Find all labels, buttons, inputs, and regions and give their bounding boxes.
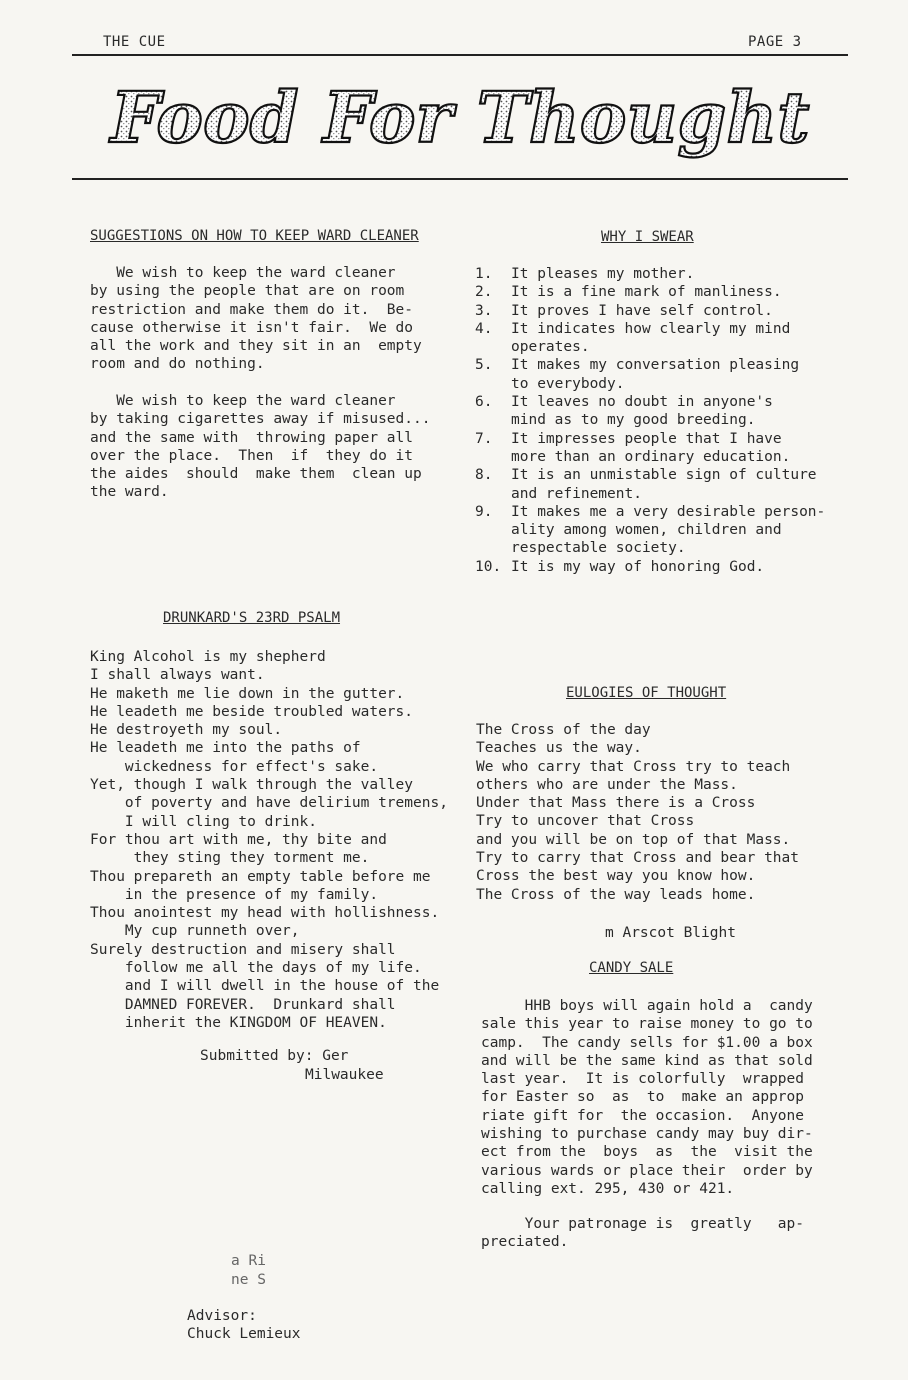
candy-sale-para-1: HHB boys will again hold a candy sale this year to raise money to go to camp. The candy sells for $1.00 a box and will be the same kind as that sold last year. It is colorfully wrapped for Easter so as to make an approp riate gift for the occasion. Anyone wishing to purchase candy may buy dir- ect from the boys as the visit the various wards or place their order by calling ext. 295, 430 or 421.	[481, 998, 813, 1197]
suggestions-para-2: We wish to keep the ward cleaner by taking cigarettes away if misused... and the same with throwing paper all over the place. Then if they do it the aides should make them clean up the ward.	[90, 393, 431, 501]
candy-sale-heading: CANDY SALE	[589, 960, 674, 976]
eulogies-text: The Cross of the day Teaches us the way. We who carry that Cross try to teach others who are under the Mass. Under that Mass there is a Cross Try to uncover that Cross and you will be on top of that Mass. Try to carry that Cross and bear that Cross the best way you know how. The Cross of the way leads home.	[476, 722, 800, 903]
advisor-label: Advisor:	[187, 1308, 257, 1324]
publication-name: THE CUE	[103, 34, 166, 50]
advisor-name: Chuck Lemieux	[187, 1326, 301, 1342]
candy-sale-para-2: Your patronage is greatly ap- preciated.	[481, 1216, 805, 1251]
page-number: PAGE 3	[748, 34, 802, 50]
list-item: 8. It is an unmistable sign of culture and refinement.	[475, 467, 817, 502]
list-item: 4. It indicates how clearly my mind operates.	[475, 320, 791, 356]
list-item: 1. It pleases my mother.	[475, 266, 695, 282]
suggestions-para-1: We wish to keep the ward cleaner by using the people that are on room restriction and make them do it. Be- cause otherwise it isn't fair. We do all the work and they sit in an empty room and do nothing.	[90, 265, 422, 373]
psalm-credit-city: Milwaukee	[305, 1067, 384, 1083]
list-item: 2. It is a fine mark of manliness.	[475, 284, 782, 301]
suggestions-heading: SUGGESTIONS ON HOW TO KEEP WARD CLEANER	[90, 228, 419, 244]
staff-fragment: a Ri	[231, 1253, 266, 1269]
list-item: 9. It makes me a very desirable person- ality among women, children and respectable society.	[475, 503, 826, 557]
psalm-heading: DRUNKARD'S 23RD PSALM	[163, 610, 341, 626]
list-item: 6. It leaves no doubt in anyone's mind as to my good breeding.	[475, 394, 773, 429]
eulogies-heading: EULOGIES OF THOUGHT	[566, 685, 727, 701]
staff-fragment: ne S	[231, 1272, 266, 1288]
why-i-swear-heading: WHY I SWEAR	[601, 229, 694, 245]
list-item: 3. It proves I have self control.	[475, 302, 773, 319]
banner-title	[110, 70, 810, 175]
list-item: 7. It impresses people that I have more than an ordinary education.	[475, 430, 791, 465]
why-i-swear-list	[475, 265, 825, 576]
list-item: 10. It is my way of honoring God.	[475, 558, 765, 575]
header-rule	[72, 54, 848, 56]
banner-rule	[72, 178, 848, 180]
eulogies-author: m Arscot Blight	[605, 925, 736, 941]
svg-text:Food For Thought: Food For Thought	[110, 76, 810, 159]
psalm-credit: Submitted by: Ger	[200, 1048, 349, 1064]
psalm-text: King Alcohol is my shepherd I shall always want. He maketh me lie down in the gutter. He leadeth me beside troubled waters. He destroyeth my soul. He leadeth me into the paths of wickedness for effect's sake. Yet, though I walk through the valley of poverty and have delirium tremens, I will cling to drink. For thou art with me, thy bite and they sting they torment me. Thou prepareth an empty table before me in the presence of my family. Thou anointest my head with hollishness. My cup runneth over, Surely destruction and misery shall follow me all the days of my life. and I will dwell in the house of the DAMNED FOREVER. Drunkard shall inherit the KINGDOM OF HEAVEN.	[90, 649, 448, 1031]
list-item: 5. It makes my conversation pleasing to everybody.	[475, 357, 800, 392]
